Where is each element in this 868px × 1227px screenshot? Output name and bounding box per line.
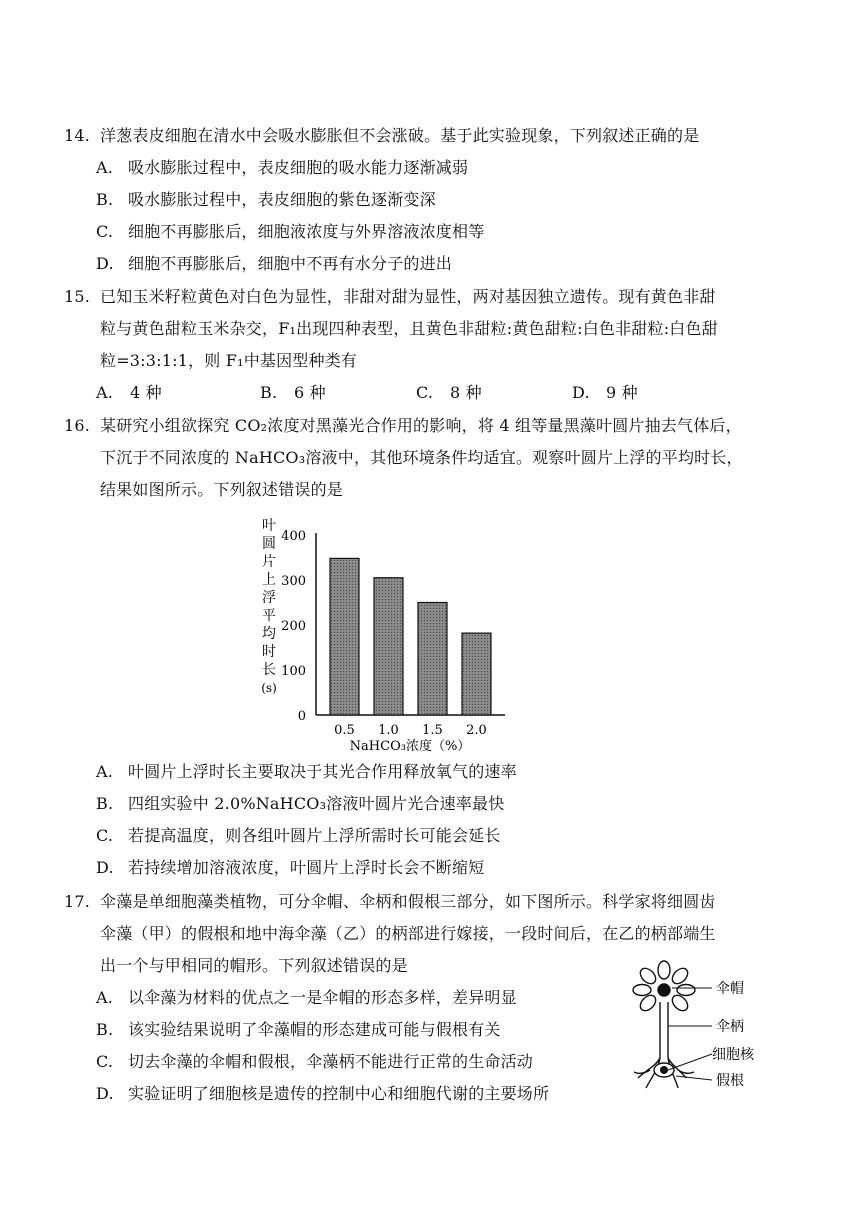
y-axis-label-char: 浮	[262, 590, 276, 606]
y-axis-label-char: 叶	[262, 518, 276, 534]
option-text: 该实验结果说明了伞藻帽的形态建成可能与假根有关	[128, 1020, 501, 1039]
option-text: 细胞不再膨胀后，细胞中不再有水分子的进出	[128, 254, 453, 273]
option-d	[96, 252, 452, 276]
bar	[418, 603, 447, 716]
option-a	[96, 156, 468, 180]
bar	[330, 558, 359, 715]
option-text: 吸水膨胀过程中，表皮细胞的吸水能力逐渐减弱	[128, 158, 469, 177]
option-a	[96, 986, 517, 1010]
question-text: 粒=3:3:1:1，则 F₁中基因型种类有	[100, 351, 358, 370]
bar-chart	[250, 515, 540, 760]
option-text: 四组实验中 2.0%NaHCO₃溶液叶圆片光合速率最快	[128, 794, 505, 813]
option-label: C.	[96, 1052, 114, 1071]
question-15-stem-line2	[100, 317, 718, 341]
option-b	[96, 1018, 501, 1042]
option-d	[96, 1082, 549, 1106]
option-b	[96, 792, 504, 816]
question-text: 伞藻是单细胞藻类植物，可分伞帽、伞柄和假根三部分，如下图所示。科学家将细圆齿	[100, 892, 716, 911]
label-nucleus: 细胞核	[712, 1047, 754, 1063]
y-axis-label-char: 时	[262, 644, 276, 660]
bar	[374, 578, 403, 715]
option-text: 实验证明了细胞核是遗传的控制中心和细胞代谢的主要场所	[128, 1084, 550, 1103]
bar	[462, 633, 491, 715]
option-label: C.	[96, 222, 114, 241]
y-axis-label-char: 平	[262, 608, 276, 624]
pointer-nucleus	[668, 1054, 712, 1070]
question-17-stem-line3	[100, 954, 408, 978]
question-number: 17.	[64, 892, 91, 911]
x-tick-label: 1.0	[378, 723, 399, 738]
option-label: C.	[416, 383, 434, 402]
y-tick-label: 300	[281, 574, 306, 589]
option-d	[572, 381, 638, 405]
option-b	[260, 381, 326, 405]
x-axis-label: NaHCO₃浓度（%）	[349, 739, 471, 754]
option-c	[96, 1050, 533, 1074]
y-tick-label: 100	[281, 664, 306, 679]
acetabularia-figure	[620, 958, 780, 1098]
question-text: 某研究小组欲探究 CO₂浓度对黑藻光合作用的影响，将 4 组等量黑藻叶圆片抽去气体后，	[100, 416, 742, 435]
y-tick-label: 0	[297, 709, 306, 724]
option-label: B.	[96, 794, 114, 813]
bars	[330, 558, 491, 715]
question-text: 伞藻（甲）的假根和地中海伞藻（乙）的柄部进行嫁接，一段时间后，在乙的柄部端生	[100, 924, 716, 943]
question-16-stem-line2	[100, 446, 743, 470]
question-16-stem-line1	[64, 414, 742, 438]
option-label: A.	[96, 762, 114, 781]
option-text: 6 种	[294, 383, 326, 402]
option-c	[96, 220, 484, 244]
x-tick-labels	[334, 723, 487, 738]
option-a	[96, 381, 162, 405]
label-stalk: 伞柄	[716, 1019, 744, 1035]
question-number: 16.	[64, 416, 91, 435]
question-text: 洋葱表皮细胞在清水中会吸水膨胀但不会涨破。基于此实验现象，下列叙述正确的是	[100, 126, 700, 145]
question-number: 14.	[64, 126, 91, 145]
option-a	[96, 760, 517, 784]
question-15-stem-line1	[64, 285, 716, 309]
nucleus-icon	[660, 1066, 668, 1074]
option-c	[416, 381, 482, 405]
y-axis-label-char: 长	[262, 662, 276, 678]
question-text: 下沉于不同浓度的 NaHCO₃溶液中，其他环境条件均适宜。观察叶圆片上浮的平均时长，	[100, 448, 743, 467]
option-label: C.	[96, 826, 114, 845]
y-axis-label-char: 圆	[262, 536, 276, 552]
label-rhizoid: 假根	[716, 1073, 744, 1089]
label-cap: 伞帽	[716, 981, 744, 997]
option-label: A.	[96, 383, 114, 402]
option-label: B.	[96, 1020, 114, 1039]
option-text: 细胞不再膨胀后，细胞液浓度与外界溶液浓度相等	[128, 222, 485, 241]
option-c	[96, 824, 501, 848]
question-14-stem	[64, 124, 699, 148]
option-label: D.	[96, 858, 114, 877]
question-15-stem-line3	[100, 349, 357, 373]
option-text: 8 种	[450, 383, 482, 402]
option-text: 吸水膨胀过程中，表皮细胞的紫色逐渐变深	[128, 190, 436, 209]
question-17-stem-line1	[64, 890, 716, 914]
y-axis-label-char: 片	[262, 554, 276, 570]
option-label: D.	[96, 1084, 114, 1103]
x-tick-label: 2.0	[466, 723, 487, 738]
option-label: D.	[572, 383, 590, 402]
option-text: 若持续增加溶液浓度，叶圆片上浮时长会不断缩短	[128, 858, 485, 877]
option-d	[96, 856, 484, 880]
question-text: 已知玉米籽粒黄色对白色为显性，非甜对甜为显性，两对基因独立遗传。现有黄色非甜	[100, 287, 716, 306]
option-text: 若提高温度，则各组叶圆片上浮所需时长可能会延长	[128, 826, 501, 845]
option-text: 切去伞藻的伞帽和假根，伞藻柄不能进行正常的生命活动	[128, 1052, 534, 1071]
option-b	[96, 188, 436, 212]
y-axis-label-char: 均	[262, 626, 276, 642]
question-number: 15.	[64, 287, 91, 306]
option-text: 叶圆片上浮时长主要取决于其光合作用释放氧气的速率	[128, 762, 517, 781]
x-tick-label: 0.5	[334, 723, 355, 738]
cap-icon	[633, 961, 695, 1014]
stalk-icon	[660, 1002, 668, 1058]
question-16-stem-line3	[100, 478, 343, 502]
y-tick-labels	[281, 529, 306, 724]
option-text: 9 种	[606, 383, 638, 402]
question-text: 结果如图所示。下列叙述错误的是	[100, 480, 344, 499]
pointer-rhizoid	[676, 1076, 712, 1080]
question-text: 出一个与甲相同的帽形。下列叙述错误的是	[100, 956, 408, 975]
option-label: B.	[260, 383, 278, 402]
x-tick-label: 1.5	[422, 723, 443, 738]
option-label: D.	[96, 254, 114, 273]
option-text: 4 种	[130, 383, 162, 402]
y-axis-unit: (s)	[261, 681, 277, 695]
y-tick-label: 400	[281, 529, 306, 544]
y-tick-label: 200	[281, 619, 306, 634]
y-axis-label-char: 上	[262, 572, 276, 588]
option-text: 以伞藻为材料的优点之一是伞帽的形态多样，差异明显	[128, 988, 517, 1007]
y-axis-label	[262, 518, 276, 678]
option-label: A.	[96, 988, 114, 1007]
question-17-stem-line2	[100, 922, 716, 946]
option-label: A.	[96, 158, 114, 177]
option-label: B.	[96, 190, 114, 209]
question-text: 粒与黄色甜粒玉米杂交，F₁出现四种表型，且黄色非甜粒:黄色甜粒:白色非甜粒:白色甜	[100, 319, 718, 338]
